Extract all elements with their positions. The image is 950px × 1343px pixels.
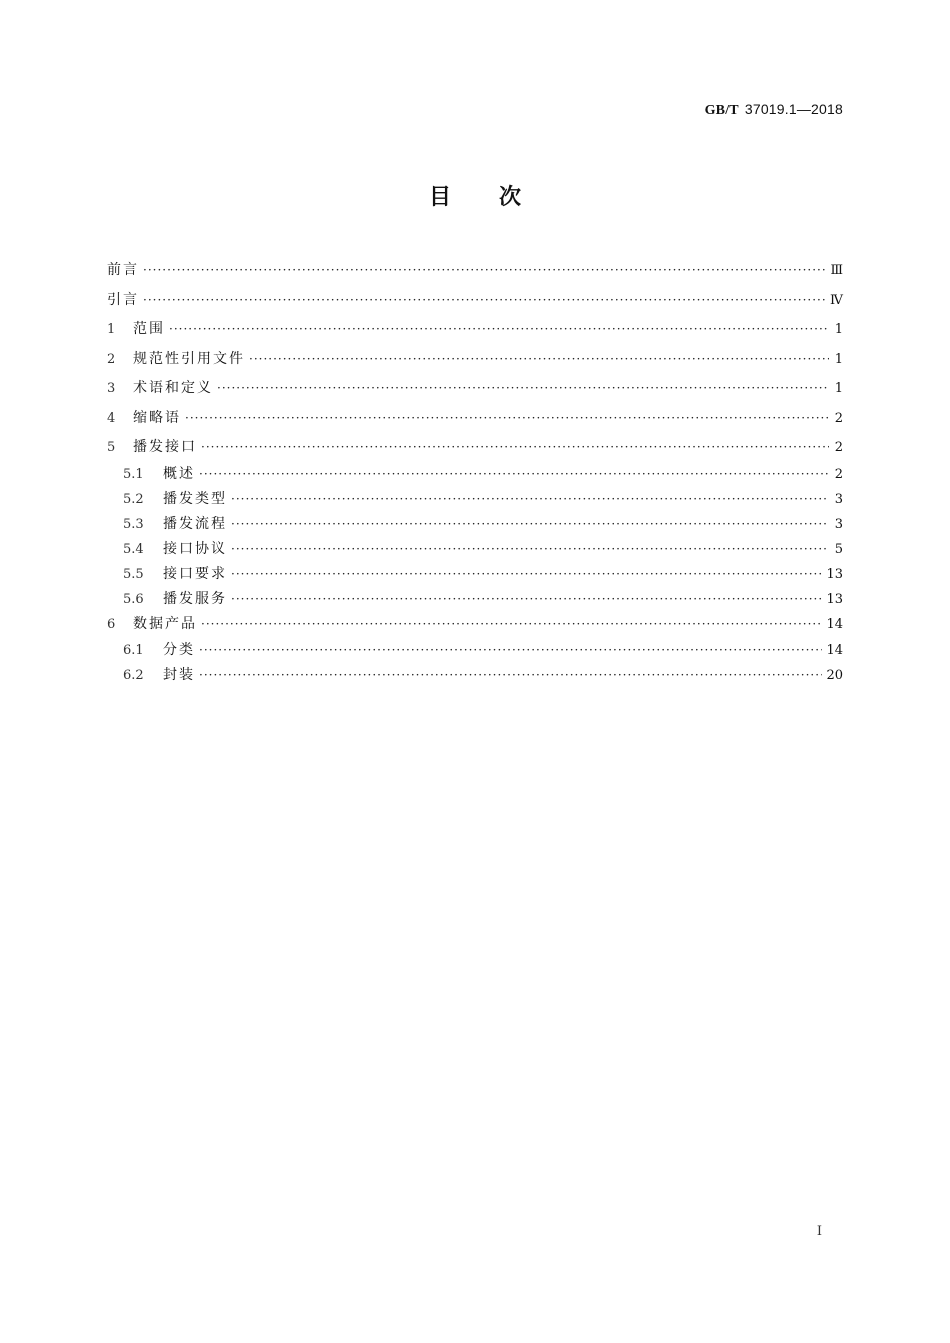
toc-leader-dots	[231, 514, 829, 534]
toc-leader-dots	[185, 408, 829, 428]
toc-entry-page: 20	[826, 668, 843, 683]
toc-entry-page: 2	[834, 440, 843, 455]
toc-entry-page: 14	[826, 616, 843, 632]
toc-entry-label: 术语和定义	[133, 380, 213, 396]
toc-entry[interactable]	[107, 464, 843, 489]
toc-entry-page: 1	[834, 351, 843, 367]
toc-entry-page: Ⅳ	[830, 292, 843, 308]
toc-leader-dots	[199, 464, 829, 484]
toc-entry-label: 规范性引用文件	[133, 350, 245, 367]
toc-entry-page: 13	[826, 591, 843, 607]
toc-entry[interactable]	[107, 539, 843, 564]
table-of-contents	[107, 260, 843, 690]
toc-entry[interactable]	[107, 349, 843, 379]
toc-entry-page: 1	[834, 322, 843, 337]
toc-entry-label: 播发流程	[163, 515, 227, 532]
toc-entry-page: 14	[826, 643, 843, 658]
toc-entry-page: 3	[834, 516, 843, 532]
toc-entry[interactable]	[107, 614, 843, 644]
toc-entry-number: 5.4	[123, 541, 144, 557]
toc-entry[interactable]	[107, 290, 843, 320]
toc-entry-number: 6	[107, 616, 116, 632]
toc-entry-number: 5	[107, 440, 116, 455]
toc-leader-dots	[217, 378, 829, 398]
toc-entry-label: 缩略语	[133, 409, 181, 426]
toc-entry-page: 2	[834, 410, 843, 426]
toc-entry-page: 2	[834, 466, 843, 482]
toc-entry[interactable]	[107, 589, 843, 614]
toc-leader-dots	[199, 640, 822, 660]
toc-entry-label: 接口协议	[163, 540, 227, 557]
standard-code	[705, 101, 843, 119]
toc-entry[interactable]	[107, 378, 843, 408]
toc-entry-label: 引言	[107, 291, 139, 308]
toc-leader-dots	[231, 589, 822, 609]
toc-entry-label: 播发类型	[163, 490, 227, 507]
toc-entry-number: 4	[107, 410, 116, 426]
standard-number: 37019.1—2018	[744, 101, 843, 117]
toc-leader-dots	[199, 665, 822, 685]
toc-entry[interactable]	[107, 514, 843, 539]
toc-entry-number: 6.1	[123, 643, 144, 658]
toc-leader-dots	[201, 614, 822, 634]
toc-entry-page: 1	[834, 381, 843, 396]
toc-entry-page: 3	[834, 491, 843, 507]
toc-entry-number: 5.6	[123, 591, 144, 607]
toc-leader-dots	[249, 349, 829, 369]
toc-entry[interactable]	[107, 260, 843, 290]
toc-entry-label: 概述	[163, 465, 195, 482]
toc-entry-label: 播发服务	[163, 590, 227, 607]
toc-leader-dots	[201, 437, 829, 457]
toc-entry-number: 5.2	[123, 491, 144, 507]
toc-leader-dots	[231, 489, 829, 509]
toc-entry[interactable]	[107, 437, 843, 467]
toc-leader-dots	[231, 539, 829, 559]
toc-leader-dots	[143, 260, 826, 280]
toc-entry-label: 分类	[163, 642, 195, 658]
toc-entry[interactable]	[107, 408, 843, 438]
standard-prefix: GB/T	[704, 103, 739, 118]
toc-leader-dots	[231, 564, 822, 584]
toc-entry-label: 前言	[107, 262, 139, 278]
toc-entry[interactable]	[107, 640, 843, 665]
page-title: 目次	[428, 185, 569, 210]
toc-entry-number: 1	[107, 322, 116, 337]
toc-leader-dots	[143, 290, 826, 310]
toc-entry[interactable]	[107, 665, 843, 690]
toc-entry-number: 2	[107, 351, 116, 367]
toc-entry-number: 5.3	[123, 516, 144, 532]
toc-entry[interactable]	[107, 489, 843, 514]
toc-entry-number: 6.2	[123, 668, 144, 683]
toc-entry[interactable]	[107, 564, 843, 589]
toc-entry-page: Ⅲ	[830, 263, 843, 278]
toc-entry-label: 封装	[163, 667, 195, 683]
toc-entry-number: 3	[107, 381, 116, 396]
toc-entry-number: 5.1	[123, 466, 144, 482]
toc-entry-page: 13	[826, 566, 843, 582]
toc-entry-label: 数据产品	[133, 615, 197, 632]
toc-entry-number: 5.5	[123, 566, 144, 582]
toc-entry-label: 范围	[133, 321, 165, 337]
page-number: I	[816, 1224, 822, 1239]
toc-entry-label: 播发接口	[133, 439, 197, 455]
toc-entry[interactable]	[107, 319, 843, 349]
toc-entry-label: 接口要求	[163, 565, 227, 582]
toc-entry-page: 5	[834, 541, 843, 557]
toc-leader-dots	[169, 319, 829, 339]
